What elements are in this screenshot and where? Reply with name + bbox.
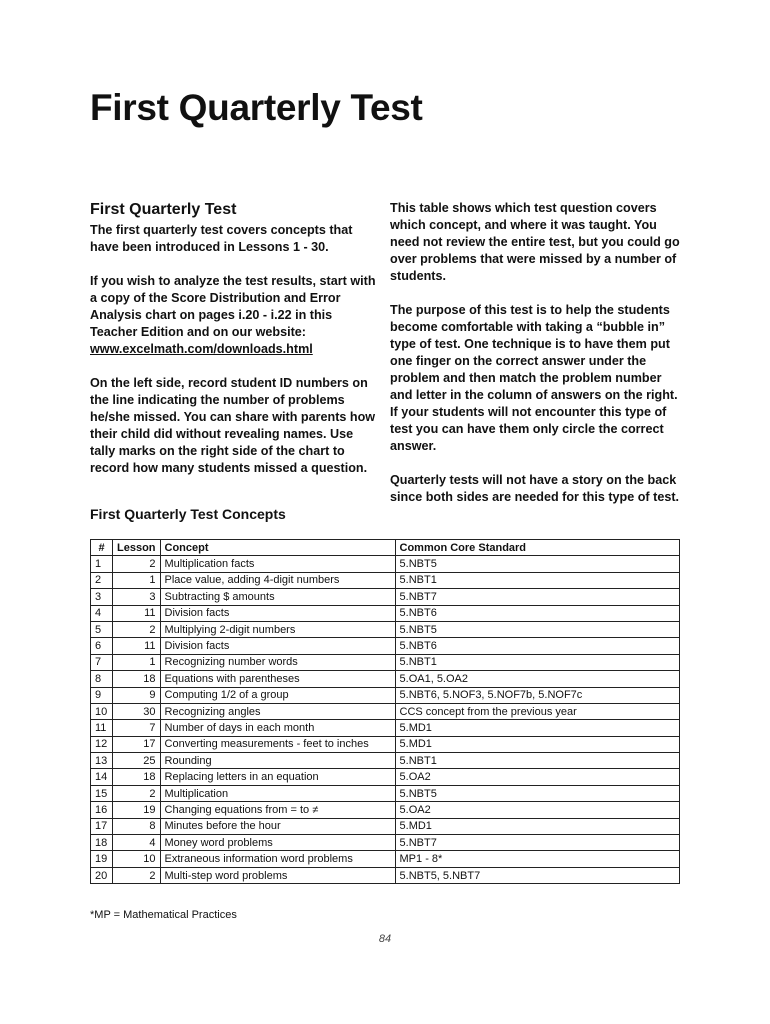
- story-paragraph: Quarterly tests will not have a story on the back since both sides are needed for this type of test.: [390, 473, 680, 504]
- table-row: [91, 556, 680, 572]
- cell-lesson: 19: [113, 802, 161, 818]
- cell-number: 18: [91, 835, 113, 851]
- header-number: #: [91, 540, 113, 556]
- table-row: [91, 621, 680, 637]
- cell-concept: Division facts: [160, 638, 395, 654]
- cell-number: 19: [91, 851, 113, 867]
- cell-concept: Equations with parentheses: [160, 671, 395, 687]
- cell-standard: 5.MD1: [395, 818, 679, 834]
- cell-number: 2: [91, 572, 113, 588]
- cell-concept: Replacing letters in an equation: [160, 769, 395, 785]
- cell-number: 17: [91, 818, 113, 834]
- cell-lesson: 18: [113, 769, 161, 785]
- cell-standard: 5.NBT7: [395, 589, 679, 605]
- left-column: [90, 200, 376, 523]
- concepts-heading: First Quarterly Test Concepts: [90, 506, 286, 522]
- table-row: [91, 589, 680, 605]
- cell-standard: 5.NBT6: [395, 605, 679, 621]
- cell-concept: Money word problems: [160, 835, 395, 851]
- cell-standard: 5.NBT1: [395, 572, 679, 588]
- record-paragraph: On the left side, record student ID numbers on the line indicating the number of problems he/she missed. You can share with parents how their child did without revealing names. Use tally marks on the right side of the chart to record how many students missed a question.: [90, 376, 376, 475]
- cell-number: 4: [91, 605, 113, 621]
- cell-standard: 5.NBT1: [395, 654, 679, 670]
- analysis-text: If you wish to analyze the test results, start with a copy of the Score Distribution and Error Analysis chart on pages i.20 - i.22 in this Teacher Edition and on our website:: [90, 274, 376, 339]
- cell-number: 13: [91, 753, 113, 769]
- table-row: [91, 785, 680, 801]
- table-row: [91, 867, 680, 883]
- cell-number: 9: [91, 687, 113, 703]
- cell-lesson: 2: [113, 867, 161, 883]
- cell-lesson: 10: [113, 851, 161, 867]
- cell-number: 16: [91, 802, 113, 818]
- cell-concept: Multiplication facts: [160, 556, 395, 572]
- cell-standard: 5.NBT5, 5.NBT7: [395, 867, 679, 883]
- cell-number: 1: [91, 556, 113, 572]
- cell-number: 8: [91, 671, 113, 687]
- header-lesson: Lesson: [113, 540, 161, 556]
- cell-concept: Extraneous information word problems: [160, 851, 395, 867]
- cell-concept: Multiplication: [160, 785, 395, 801]
- cell-standard: 5.NBT6, 5.NOF3, 5.NOF7b, 5.NOF7c: [395, 687, 679, 703]
- section-heading: First Quarterly Test: [90, 201, 237, 218]
- cell-concept: Multi-step word problems: [160, 867, 395, 883]
- table-row: [91, 802, 680, 818]
- cell-lesson: 17: [113, 736, 161, 752]
- cell-number: 10: [91, 703, 113, 719]
- cell-concept: Subtracting $ amounts: [160, 589, 395, 605]
- footnote: *MP = Mathematical Practices: [90, 909, 237, 922]
- cell-lesson: 11: [113, 638, 161, 654]
- table-row: [91, 818, 680, 834]
- cell-standard: 5.NBT6: [395, 638, 679, 654]
- cell-lesson: 2: [113, 556, 161, 572]
- cell-number: 5: [91, 621, 113, 637]
- cell-standard: 5.OA2: [395, 802, 679, 818]
- cell-number: 15: [91, 785, 113, 801]
- table-row: [91, 638, 680, 654]
- table-header-row: [91, 540, 680, 556]
- cell-lesson: 18: [113, 671, 161, 687]
- concepts-table: [90, 539, 680, 884]
- header-standard: Common Core Standard: [395, 540, 679, 556]
- intro-paragraph: The first quarterly test covers concepts that have been introduced in Lessons 1 - 30.: [90, 223, 353, 254]
- cell-number: 6: [91, 638, 113, 654]
- cell-lesson: 25: [113, 753, 161, 769]
- page-number: 84: [378, 933, 392, 946]
- cell-concept: Rounding: [160, 753, 395, 769]
- cell-standard: 5.OA2: [395, 769, 679, 785]
- cell-number: 12: [91, 736, 113, 752]
- cell-standard: 5.NBT7: [395, 835, 679, 851]
- cell-number: 7: [91, 654, 113, 670]
- cell-concept: Multiplying 2-digit numbers: [160, 621, 395, 637]
- cell-lesson: 7: [113, 720, 161, 736]
- cell-standard: 5.OA1, 5.OA2: [395, 671, 679, 687]
- cell-lesson: 8: [113, 818, 161, 834]
- cell-number: 11: [91, 720, 113, 736]
- table-row: [91, 605, 680, 621]
- cell-lesson: 3: [113, 589, 161, 605]
- website-link[interactable]: www.excelmath.com/downloads.html: [90, 342, 313, 356]
- cell-lesson: 30: [113, 703, 161, 719]
- cell-standard: 5.NBT5: [395, 621, 679, 637]
- table-row: [91, 572, 680, 588]
- cell-lesson: 11: [113, 605, 161, 621]
- table-row: [91, 703, 680, 719]
- cell-concept: Number of days in each month: [160, 720, 395, 736]
- cell-standard: 5.MD1: [395, 720, 679, 736]
- analysis-paragraph: [90, 273, 376, 358]
- table-row: [91, 654, 680, 670]
- cell-concept: Recognizing number words: [160, 654, 395, 670]
- cell-standard: 5.MD1: [395, 736, 679, 752]
- table-row: [91, 769, 680, 785]
- table-row: [91, 687, 680, 703]
- cell-concept: Converting measurements - feet to inches: [160, 736, 395, 752]
- cell-standard: CCS concept from the previous year: [395, 703, 679, 719]
- table-explain-paragraph: This table shows which test question covers which concept, and where it was taught. You need not review the entire test, but you could go over problems that were missed by a number of students.: [390, 201, 680, 283]
- cell-concept: Recognizing angles: [160, 703, 395, 719]
- cell-concept: Division facts: [160, 605, 395, 621]
- cell-concept: Changing equations from = to ≠: [160, 802, 395, 818]
- cell-lesson: 2: [113, 621, 161, 637]
- table-row: [91, 753, 680, 769]
- cell-standard: 5.NBT5: [395, 556, 679, 572]
- table-row: [91, 835, 680, 851]
- header-concept: Concept: [160, 540, 395, 556]
- cell-lesson: 4: [113, 835, 161, 851]
- two-column-section: [90, 200, 680, 523]
- table-row: [91, 736, 680, 752]
- cell-number: 20: [91, 867, 113, 883]
- cell-lesson: 1: [113, 654, 161, 670]
- purpose-paragraph: The purpose of this test is to help the students become comfortable with taking a “bubble in” type of test. One technique is to have them put one finger on the correct answer under the problem and then match the problem number and letter in the column of answers on the right. If your students will not encounter this type of test you can have them only circle the correct answer.: [390, 303, 678, 453]
- cell-standard: 5.NBT5: [395, 785, 679, 801]
- table-row: [91, 851, 680, 867]
- cell-lesson: 2: [113, 785, 161, 801]
- cell-number: 14: [91, 769, 113, 785]
- cell-concept: Minutes before the hour: [160, 818, 395, 834]
- cell-standard: MP1 - 8*: [395, 851, 679, 867]
- cell-standard: 5.NBT1: [395, 753, 679, 769]
- cell-concept: Computing 1/2 of a group: [160, 687, 395, 703]
- right-column: [390, 200, 680, 523]
- cell-lesson: 9: [113, 687, 161, 703]
- cell-lesson: 1: [113, 572, 161, 588]
- page-title: First Quarterly Test: [90, 87, 423, 128]
- table-row: [91, 671, 680, 687]
- cell-concept: Place value, adding 4-digit numbers: [160, 572, 395, 588]
- cell-number: 3: [91, 589, 113, 605]
- table-row: [91, 720, 680, 736]
